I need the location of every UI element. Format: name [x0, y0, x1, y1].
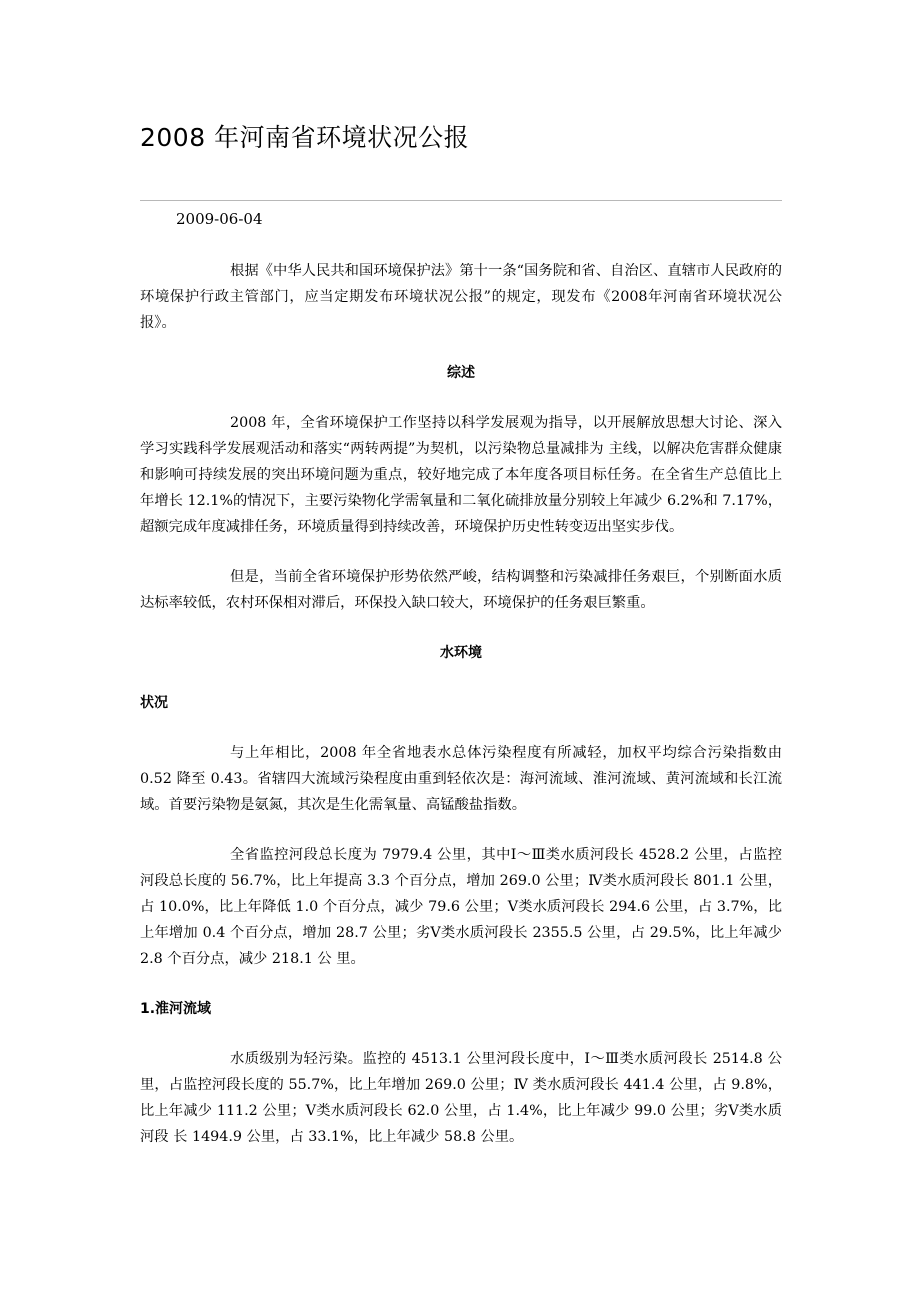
- publish-date: 2009-06-04: [176, 210, 263, 228]
- huai-river-paragraph: 水质级别为轻污染。监控的 4513.1 公里河段长度中，Ⅰ～Ⅲ类水质河段长 2514.8 公里，占监控河段长度的 55.7%，比上年增加 269.0 公里；Ⅳ 类水质河段长 441.4 公里，占 9.8%，比上年减少 111.2 公里；Ⅴ类水质河段长 62.0 公里，占 1.4%，比上年减少 99.0 公里；劣Ⅴ类水质河段 长 1494.9 公里，占 33.1%，比上年减少 58.8 公里。: [140, 1051, 782, 1145]
- overview-paragraph-1: 2008 年，全省环境保护工作坚持以科学发展观为指导，以开展解放思想大讨论、深入学习实践科学发展观活动和落实“两转两提”为契机，以污染物总量减排为 主线，以解决危害群众健康和影响可持续发展的突出环境问题为重点，较好地完成了本年度各项目标任务。在全省生产总值比上年增长 12.1%的情况下，主要污染物化学需氧量和二氧化硫排放量分别较上年减少 6.2%和 7.17%，超额完成年度减排任务，环境质量得到持续改善，环境保护历史性转变迈出坚实步伐。: [140, 415, 782, 535]
- document-body: [140, 258, 782, 1174]
- water-status-heading: 状况: [140, 695, 168, 711]
- huai-river-heading: 1.淮河流域: [140, 1001, 212, 1017]
- title-divider: [140, 200, 782, 201]
- intro-paragraph: 根据《中华人民共和国环境保护法》第十一条“国务院和省、自治区、直辖市人民政府的环境保护行政主管部门，应当定期发布环境状况公报”的规定，现发布《2008年河南省环境状况公报》。: [140, 263, 782, 331]
- document-title: 2008 年河南省环境状况公报: [140, 123, 470, 152]
- water-paragraph-1: 与上年相比，2008 年全省地表水总体污染程度有所减轻，加权平均综合污染指数由 0.52 降至 0.43。省辖四大流域污染程度由重到轻依次是：海河流域、淮河流域、黄河流域和长江流域。首要污染物是氨氮，其次是生化需氧量、高锰酸盐指数。: [140, 745, 782, 813]
- water-paragraph-2: 全省监控河段总长度为 7979.4 公里，其中Ⅰ～Ⅲ类水质河段长 4528.2 公里，占监控河段总长度的 56.7%，比上年提高 3.3 个百分点，增加 269.0 公里；Ⅳ类水质河段长 801.1 公里，占 10.0%，比上年降低 1.0 个百分点，减少 79.6 公里；Ⅴ类水质河段长 294.6 公里，占 3.7%，比上年增加 0.4 个百分点，增加 28.7 公里；劣Ⅴ类水质河段长 2355.5 公里，占 29.5%，比上年减少 2.8 个百分点，减少 218.1 公 里。: [140, 847, 782, 967]
- overview-heading: 综述: [447, 365, 475, 381]
- overview-paragraph-2: 但是，当前全省环境保护形势依然严峻，结构调整和污染减排任务艰巨，个别断面水质达标率较低，农村环保相对滞后，环保投入缺口较大，环境保护的任务艰巨繁重。: [140, 569, 782, 611]
- water-heading: 水环境: [440, 645, 482, 661]
